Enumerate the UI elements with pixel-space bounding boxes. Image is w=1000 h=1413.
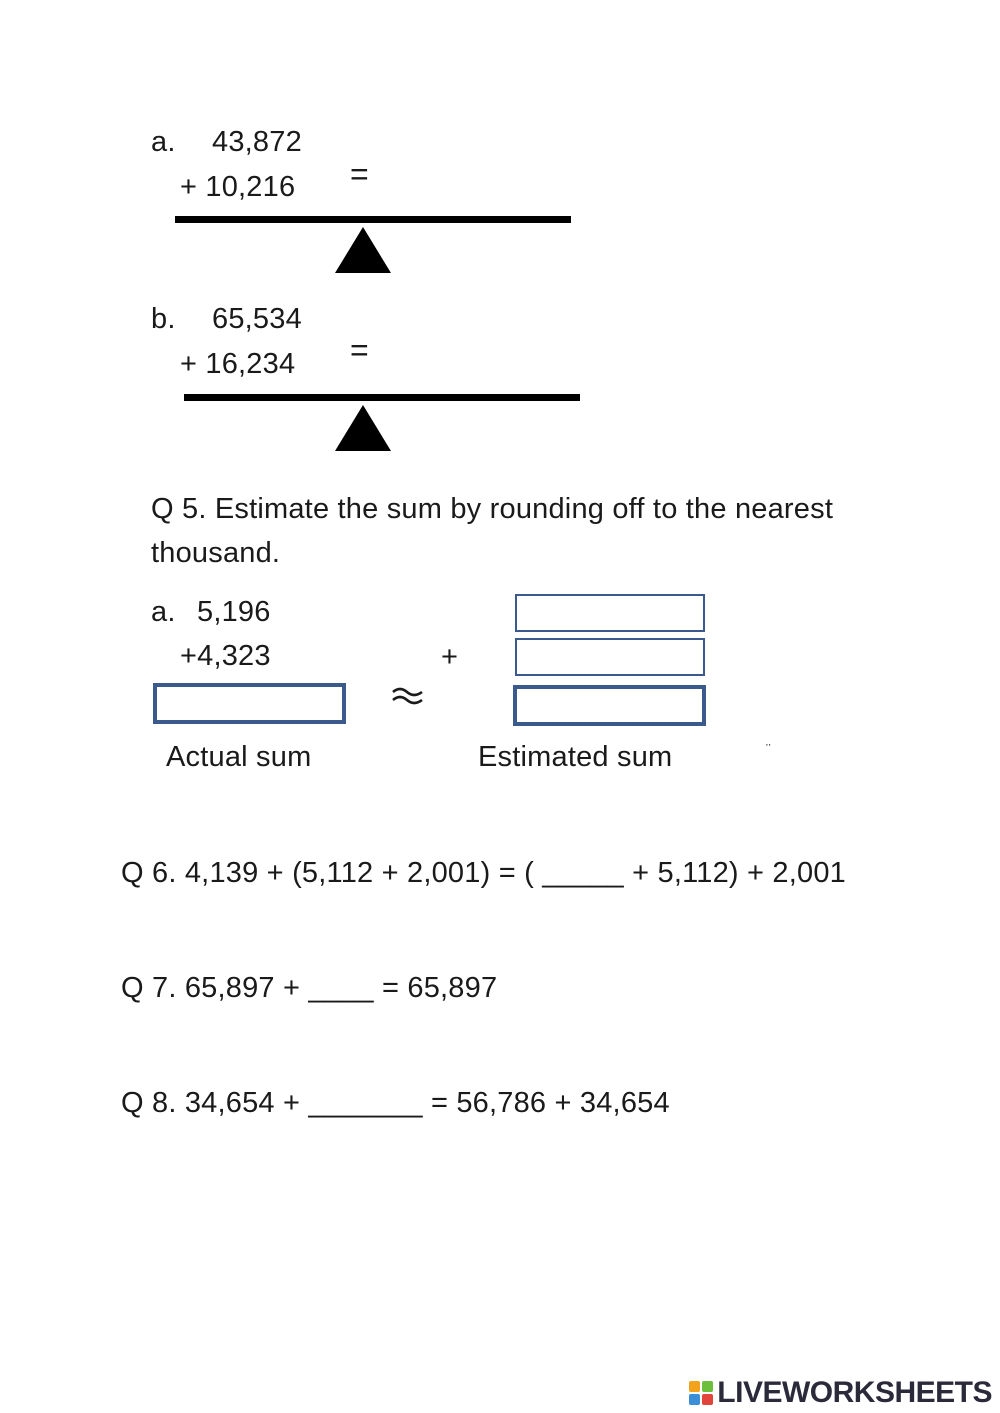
liveworksheets-wordmark: LIVEWORKSHEETS <box>717 1376 992 1409</box>
q5-plus-sign: + <box>441 641 459 673</box>
rounded-addend-2-input[interactable] <box>515 638 705 676</box>
balance-beam-a <box>175 216 571 223</box>
question-7: Q 7. 65,897 + ____ = 65,897 <box>121 972 498 1004</box>
rounded-addend-1-input[interactable] <box>515 594 705 632</box>
q5-item-label: a. <box>151 596 176 628</box>
item-label-b: b. <box>151 303 176 335</box>
estimated-sum-input[interactable] <box>513 685 706 726</box>
q5-prompt-line1: Q 5. Estimate the sum by rounding off to the nearest <box>151 493 834 525</box>
fulcrum-triangle-icon <box>335 227 391 273</box>
q5-addend-bottom: +4,323 <box>180 640 271 672</box>
logo-square-2 <box>702 1381 713 1392</box>
question-6: Q 6. 4,139 + (5,112 + 2,001) = ( _____ + 5,112) + 2,001 <box>121 857 846 889</box>
approx-equal-icon <box>391 685 425 705</box>
equals-sign-a: = <box>350 156 369 192</box>
logo-square-4 <box>702 1394 713 1405</box>
q5-prompt-line2: thousand. <box>151 537 281 569</box>
liveworksheets-logo-icon <box>689 1381 713 1405</box>
actual-sum-label: Actual sum <box>166 741 312 773</box>
logo-square-3 <box>689 1394 700 1405</box>
item-label-a: a. <box>151 126 176 158</box>
addend-bottom-b: + 16,234 <box>180 348 296 380</box>
addend-bottom-a: + 10,216 <box>180 171 296 203</box>
liveworksheets-logo <box>689 1376 992 1410</box>
stray-mark: ¨ <box>766 741 771 757</box>
q5-addend-top: 5,196 <box>197 596 271 628</box>
estimated-sum-label: Estimated sum <box>478 741 673 773</box>
logo-square-1 <box>689 1381 700 1392</box>
question-8: Q 8. 34,654 + _______ = 56,786 + 34,654 <box>121 1087 670 1119</box>
addend-top-a: 43,872 <box>212 126 302 158</box>
fulcrum-triangle-icon <box>335 405 391 451</box>
actual-sum-input[interactable] <box>153 683 346 724</box>
addend-top-b: 65,534 <box>212 303 302 335</box>
balance-beam-b <box>184 394 580 401</box>
equals-sign-b: = <box>350 332 369 368</box>
